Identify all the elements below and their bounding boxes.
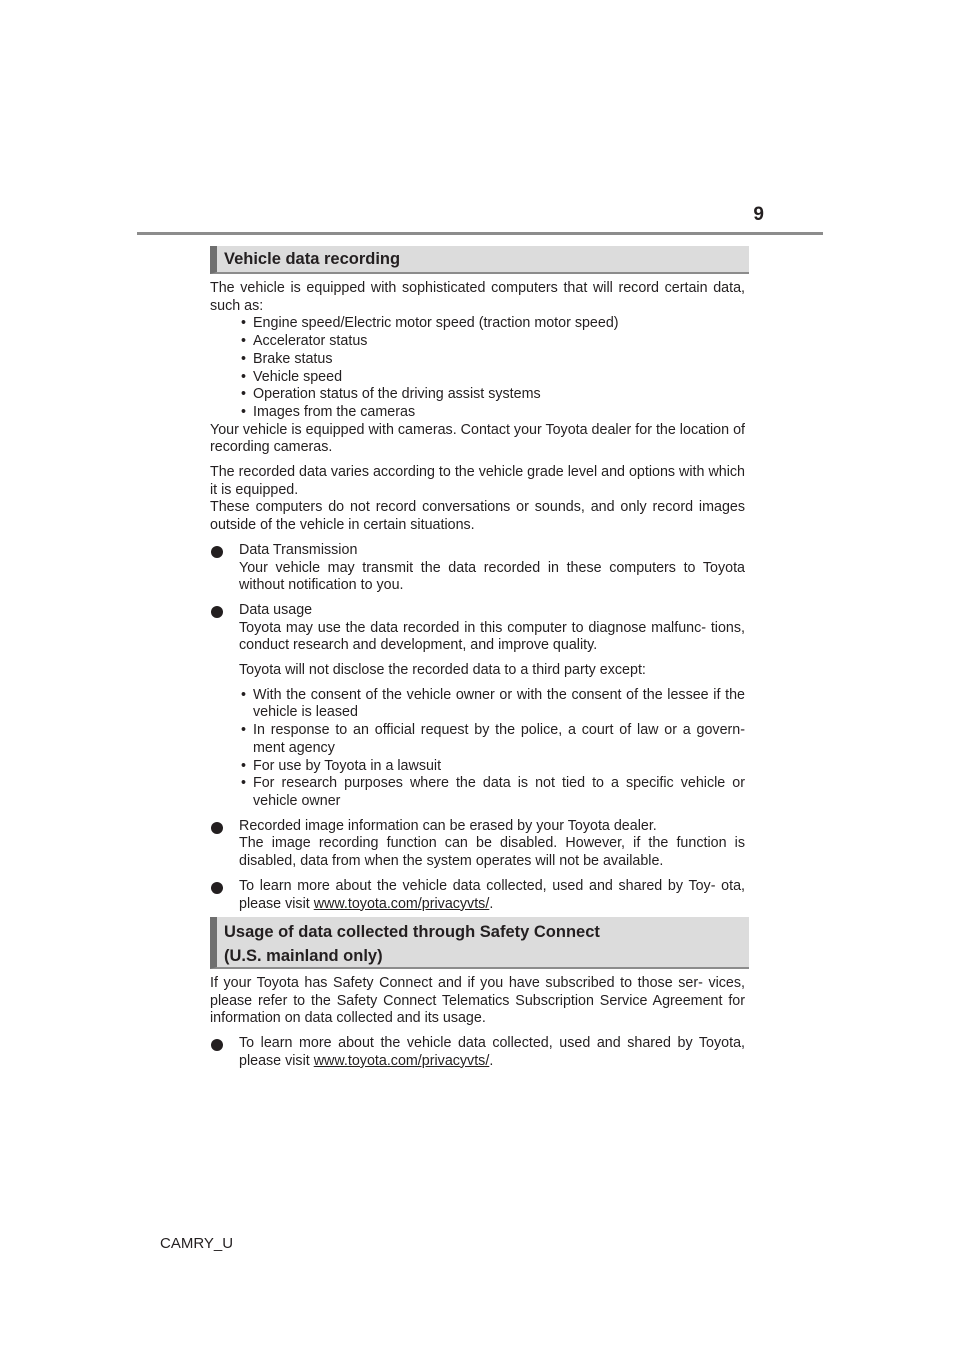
learn-more-text: To learn more about the vehicle data collected, used and shared by Toyota, please visit <box>239 1035 745 1069</box>
disclosure-exceptions-list <box>239 687 745 811</box>
circle-bullet-icon <box>211 546 223 558</box>
section-header-vehicle-data-recording <box>210 246 749 274</box>
vehicle-data-section-body <box>210 280 745 913</box>
learn-more-paragraph <box>239 878 745 913</box>
learn-more-item <box>210 1035 745 1070</box>
list-item-text: Brake status <box>253 350 333 367</box>
circle-bullet-icon <box>211 822 223 834</box>
data-usage-item <box>210 602 745 811</box>
header-rule <box>137 232 823 235</box>
learn-more-end: . <box>489 1052 494 1069</box>
list-item <box>239 775 745 810</box>
list-item-text: For research purposes where the data is not tied to a specific vehicle or vehicle owner <box>253 775 745 809</box>
section-title: Vehicle data recording <box>224 250 401 268</box>
bullet-icon: • <box>241 757 247 774</box>
no-recording-paragraph: These computers do not record conversations or sounds, and only record images outside of the vehicle in certain situations. <box>210 499 745 534</box>
list-item <box>239 687 745 722</box>
list-item-text: Vehicle speed <box>253 368 343 385</box>
list-item-text: Engine speed/Electric motor speed (traction motor speed) <box>253 315 619 332</box>
list-item <box>210 351 745 369</box>
list-item <box>210 333 745 351</box>
list-item-text: In response to an official request by the police, a court of law or a govern- ment agency <box>253 722 745 756</box>
data-usage-text: Toyota may use the data recorded in this computer to diagnose malfunc- tions, conduct research and development, and improve quality. <box>239 619 745 654</box>
list-item <box>210 369 745 387</box>
list-item <box>239 758 745 776</box>
data-transmission-title: Data Transmission <box>239 541 358 558</box>
section-title-line-2: (U.S. mainland only) <box>224 947 383 965</box>
footer-model-code: CAMRY_U <box>160 1235 234 1252</box>
section-header-safety-connect <box>210 917 749 969</box>
data-transmission-text: Your vehicle may transmit the data recorded in these computers to Toyota without notification to you. <box>239 559 745 594</box>
bullet-icon: • <box>241 368 247 385</box>
bullet-icon: • <box>241 403 247 420</box>
circle-bullet-icon <box>211 606 223 618</box>
bullet-icon: • <box>241 386 247 403</box>
safety-connect-section-body <box>210 975 745 1071</box>
cameras-paragraph: Your vehicle is equipped with cameras. Contact your Toyota dealer for the location of recording cameras. <box>210 421 745 456</box>
data-transmission-item <box>210 542 745 595</box>
data-varies-paragraph: The recorded data varies according to the vehicle grade level and options with which it is equipped. <box>210 464 745 498</box>
circle-bullet-icon <box>211 882 223 894</box>
section-title-line-1: Usage of data collected through Safety Connect <box>224 923 600 941</box>
data-disclose-text: Toyota will not disclose the recorded data to a third party except: <box>239 662 646 679</box>
bullet-icon: • <box>241 350 247 367</box>
image-erase-text: The image recording function can be disabled. However, if the function is disabled, data from when the system operates will not be available. <box>239 835 745 870</box>
bullet-icon: • <box>241 333 247 350</box>
list-item-text: Images from the cameras <box>253 403 416 420</box>
bullet-icon: • <box>241 686 247 703</box>
page-number: 9 <box>753 204 764 225</box>
recorded-data-list <box>210 315 745 421</box>
learn-more-end: . <box>489 895 494 912</box>
image-erase-title: Recorded image information can be erased by your Toyota dealer. <box>239 817 657 834</box>
bullet-icon: • <box>241 775 247 792</box>
safety-connect-intro: If your Toyota has Safety Connect and if you have subscribed to those ser- vices, please refer to the Safety Connect Telematics Subscription Service Agreement for information on data collected and its usage. <box>210 975 745 1027</box>
list-item <box>239 722 745 757</box>
circle-bullet-icon <box>211 1039 223 1051</box>
list-item-text: For use by Toyota in a lawsuit <box>253 757 442 774</box>
privacy-link[interactable]: www.toyota.com/privacyvts/ <box>313 895 490 912</box>
learn-more-text: To learn more about the vehicle data collected, used and shared by Toy- ota, please visit <box>239 877 745 912</box>
list-item-text: With the consent of the vehicle owner or with the consent of the lessee if the vehicle is leased <box>253 686 745 721</box>
list-item-text: Operation status of the driving assist systems <box>253 386 541 403</box>
learn-more-paragraph <box>239 1035 745 1070</box>
list-item-text: Accelerator status <box>253 333 368 350</box>
image-erase-item <box>210 818 745 871</box>
bullet-icon: • <box>241 722 247 739</box>
privacy-link[interactable]: www.toyota.com/privacyvts/ <box>313 1052 490 1069</box>
list-item <box>210 315 745 333</box>
list-item <box>210 404 745 422</box>
list-item <box>210 386 745 404</box>
data-usage-title: Data usage <box>239 601 313 618</box>
intro-paragraph: The vehicle is equipped with sophisticated computers that will record certain data, such as: <box>210 280 745 314</box>
bullet-icon: • <box>241 315 247 332</box>
learn-more-item <box>210 878 745 913</box>
